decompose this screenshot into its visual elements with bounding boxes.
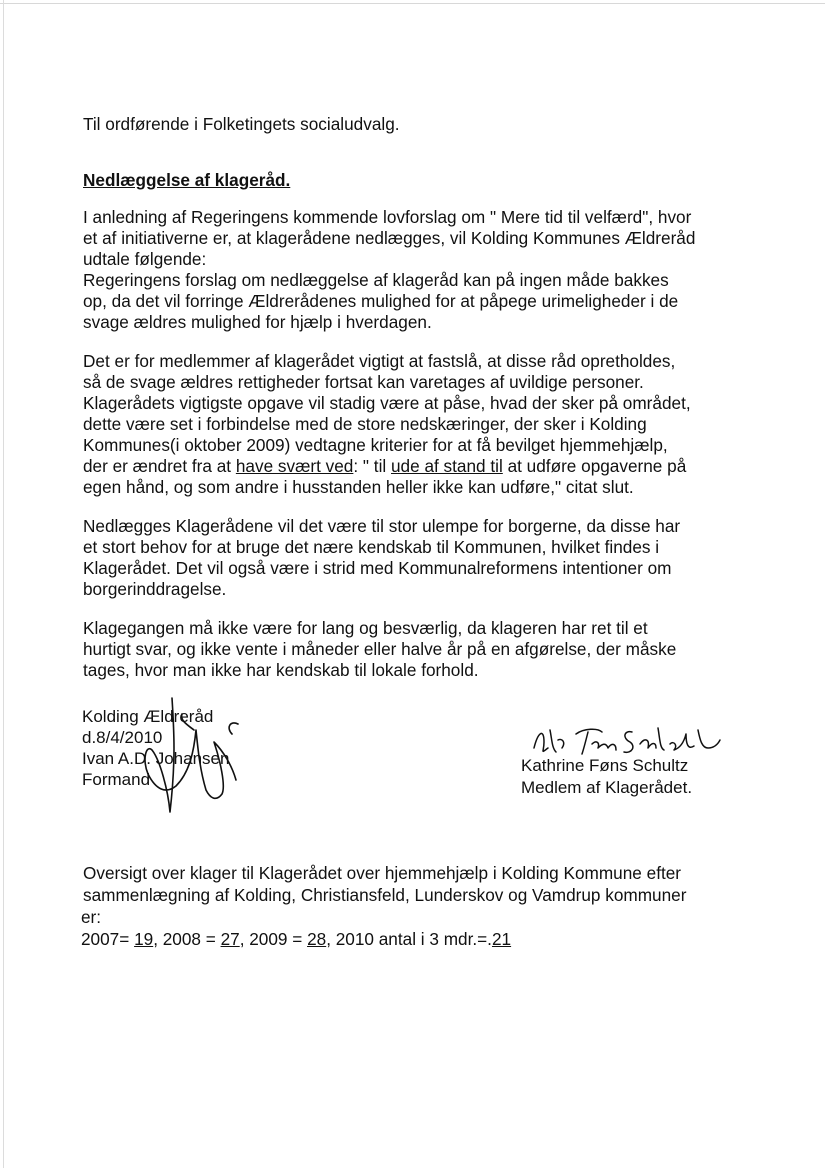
signature-block-right — [521, 755, 692, 799]
stat-value-2009: 28 — [307, 929, 327, 949]
stat-label: , 2009 = — [239, 929, 308, 949]
signature-role: Formand — [82, 770, 151, 789]
signature-block-left — [82, 706, 229, 790]
p3-line: borgerinddragelse. — [83, 579, 227, 599]
p1-line: et af initiativerne er, at klagerådene nedlægges, vil Kolding Kommunes Ældreråd — [83, 228, 696, 248]
stat-value-2008: 27 — [220, 929, 240, 949]
overview-line: Oversigt over klager til Klagerådet over hjemmehjælp i Kolding Kommune efter — [83, 863, 682, 883]
signature-role: Medlem af Klagerådet. — [521, 778, 693, 797]
p1-line: svage ældres mulighed for hjælp i hverdagen. — [83, 312, 432, 332]
letter-title: Nedlæggelse af klageråd. — [83, 170, 291, 190]
stat-value-2007: 19 — [134, 929, 154, 949]
text-run: at udføre opgaverne på — [502, 456, 687, 476]
signature-name: Ivan A.D. Johansen — [82, 749, 230, 768]
underlined-phrase: have svært ved — [235, 456, 354, 476]
p3-line: et stort behov for at bruge det nære kendskab til Kommunen, hvilket findes i — [83, 537, 660, 557]
signature-date: d.8/4/2010 — [82, 728, 163, 747]
p2-line: Kommunes(i oktober 2009) vedtagne kriterier for at få bevilget hjemmehjælp, — [83, 435, 668, 455]
overview-line: er: — [81, 907, 102, 927]
p2-line: så de svage ældres rettigheder fortsat kan varetages af uvildige personer. — [83, 372, 644, 392]
p1-line: Regeringens forslag om nedlæggelse af klageråd kan på ingen måde bakkes — [83, 270, 669, 290]
p1-line: op, da det vil forringe Ældrerådenes mulighed for at påpege urimeligheder i de — [83, 291, 679, 311]
scan-edge-top — [0, 3, 825, 4]
text-run: der er ændret fra at — [83, 456, 236, 476]
p4-line: hurtigt svar, og ikke vente i måneder eller halve år på en afgørelse, der måske — [83, 639, 677, 659]
recipient-line: Til ordførende i Folketingets socialudvalg. — [83, 114, 400, 134]
p1-line: I anledning af Regeringens kommende lovforslag om " Mere tid til velfærd", hvor — [83, 207, 692, 227]
p4-line: tages, hvor man ikke har kendskab til lokale forhold. — [83, 660, 479, 680]
p4-line: Klagegangen må ikke være for lang og besværlig, da klageren har ret til et — [83, 618, 648, 638]
p2-line: Klagerådets vigtigste opgave vil stadig være at påse, hvad der sker på området, — [83, 393, 691, 413]
underlined-phrase: ude af stand til — [391, 456, 503, 476]
p3-line: Nedlægges Klagerådene vil det være til stor ulempe for borgerne, da disse har — [83, 516, 681, 536]
p2-line-6 — [83, 456, 763, 477]
stat-label: , 2010 antal i 3 mdr.=. — [326, 929, 492, 949]
stat-label: 2007= — [81, 929, 135, 949]
signature-name: Kathrine Føns Schultz — [521, 756, 689, 775]
scan-edge-left — [3, 0, 4, 1168]
p2-line: Det er for medlemmer af klagerådet vigtigt at fastslå, at disse råd opretholdes, — [83, 351, 676, 371]
stat-label: , 2008 = — [153, 929, 221, 949]
signature-org: Kolding Ældreråd — [82, 707, 214, 726]
p2-line: dette være set i forbindelse med de store nedskæringer, der sker i Kolding — [83, 414, 647, 434]
p3-line: Klagerådet. Det vil også være i strid med Kommunalreformens intentioner om — [83, 558, 672, 578]
text-run: : " til — [353, 456, 391, 476]
overview-line: sammenlægning af Kolding, Christiansfeld, Lunderskov og Vamdrup kommuner — [83, 885, 687, 905]
stat-value-2010: 21 — [491, 929, 512, 949]
overview-stats — [81, 929, 761, 950]
p2-line: egen hånd, og som andre i husstanden heller ikke kan udføre," citat slut. — [83, 477, 634, 497]
p1-line: udtale følgende: — [83, 249, 207, 269]
